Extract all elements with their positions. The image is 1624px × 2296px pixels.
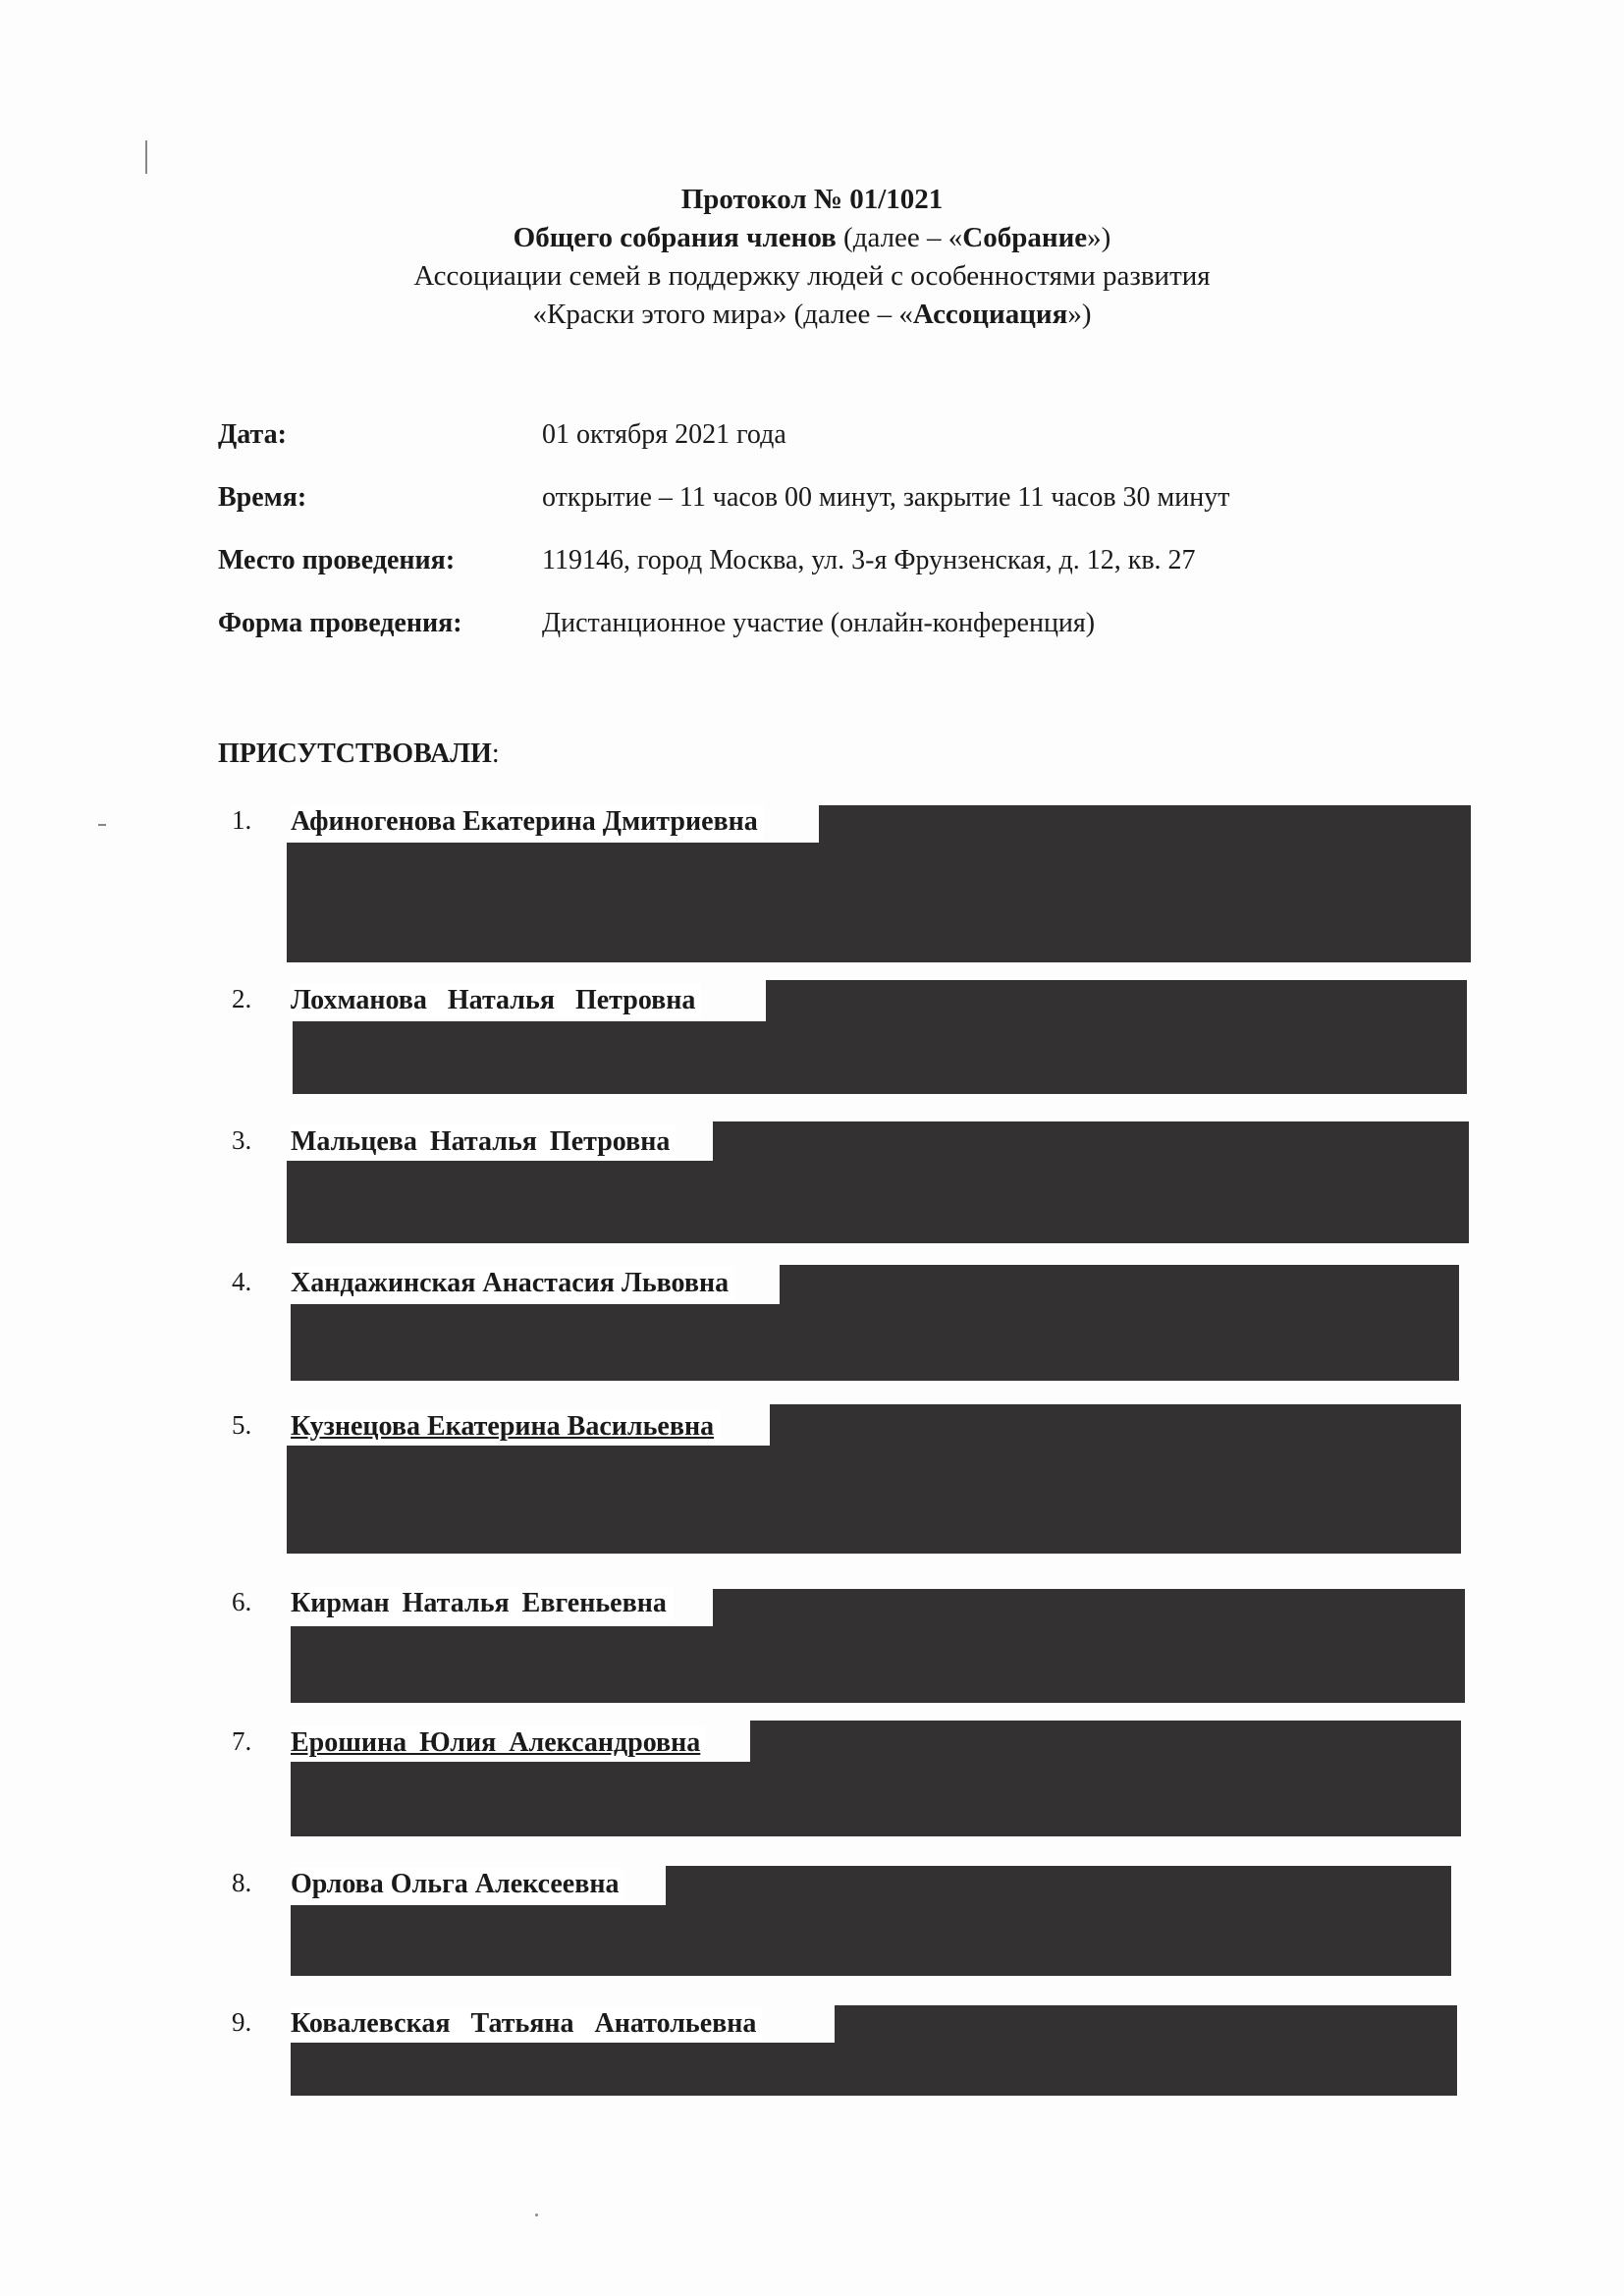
item-number: 8. (232, 1868, 252, 1897)
redaction-block (291, 1905, 1451, 1976)
redaction-block (287, 843, 1471, 962)
association-name-line: «Краски этого мира» (далее – «Ассоциация») (532, 299, 1092, 330)
association-line: Ассоциации семей в поддержку людей с особенностями развития (413, 260, 1211, 292)
item-number: 9. (232, 2007, 252, 2037)
attendees-heading: ПРИСУТСТВОВАЛИ: (218, 738, 500, 769)
attendee-name: Ерошина Юлия Александровна (291, 1726, 706, 1760)
attendee-name: Кирман Наталья Евгеньевна (291, 1587, 673, 1620)
item-number: 2. (232, 984, 252, 1013)
redaction-block (287, 1161, 1469, 1243)
item-number: 3. (232, 1125, 252, 1155)
item-number: 4. (232, 1267, 252, 1296)
detail-label: Время: (218, 482, 307, 513)
attendee-name: Кузнецова Екатерина Васильевна (291, 1410, 720, 1444)
redaction-block (291, 1626, 1465, 1703)
redaction-block (291, 1304, 1459, 1381)
detail-value: открытие – 11 часов 00 минут, закрытие 11 часов 30 минут (542, 482, 1230, 513)
redaction-block (293, 1021, 1467, 1094)
redaction-block (291, 2043, 1457, 2096)
detail-value: 01 октября 2021 года (542, 419, 786, 450)
redaction-block (291, 1762, 1461, 1836)
item-number: 6. (232, 1587, 252, 1616)
detail-label: Место проведения: (218, 545, 456, 575)
attendee-name: Ковалевская Татьяна Анатольевна (291, 2007, 762, 2041)
redaction-block (287, 1446, 1461, 1554)
item-number: 1. (232, 805, 252, 835)
attendee-name: Афиногенова Екатерина Дмитриевна (291, 805, 764, 839)
detail-label: Дата: (218, 419, 287, 450)
attendee-name: Хандажинская Анастасия Львовна (291, 1267, 734, 1300)
item-number: 5. (232, 1410, 252, 1440)
attendee-name: Лохманова Наталья Петровна (291, 984, 701, 1017)
item-number: 7. (232, 1726, 252, 1756)
attendee-name: Мальцева Наталья Петровна (291, 1125, 676, 1159)
detail-value: 119146, город Москва, ул. 3-я Фрунзенская, д. 12, кв. 27 (542, 545, 1196, 575)
detail-label: Форма проведения: (218, 608, 462, 638)
attendee-name: Орлова Ольга Алексеевна (291, 1868, 624, 1901)
meeting-line: Общего собрания членов (далее – «Собрание») (513, 222, 1111, 253)
detail-value: Дистанционное участие (онлайн-конференция) (542, 608, 1096, 638)
protocol-title: Протокол № 01/1021 (680, 184, 944, 215)
